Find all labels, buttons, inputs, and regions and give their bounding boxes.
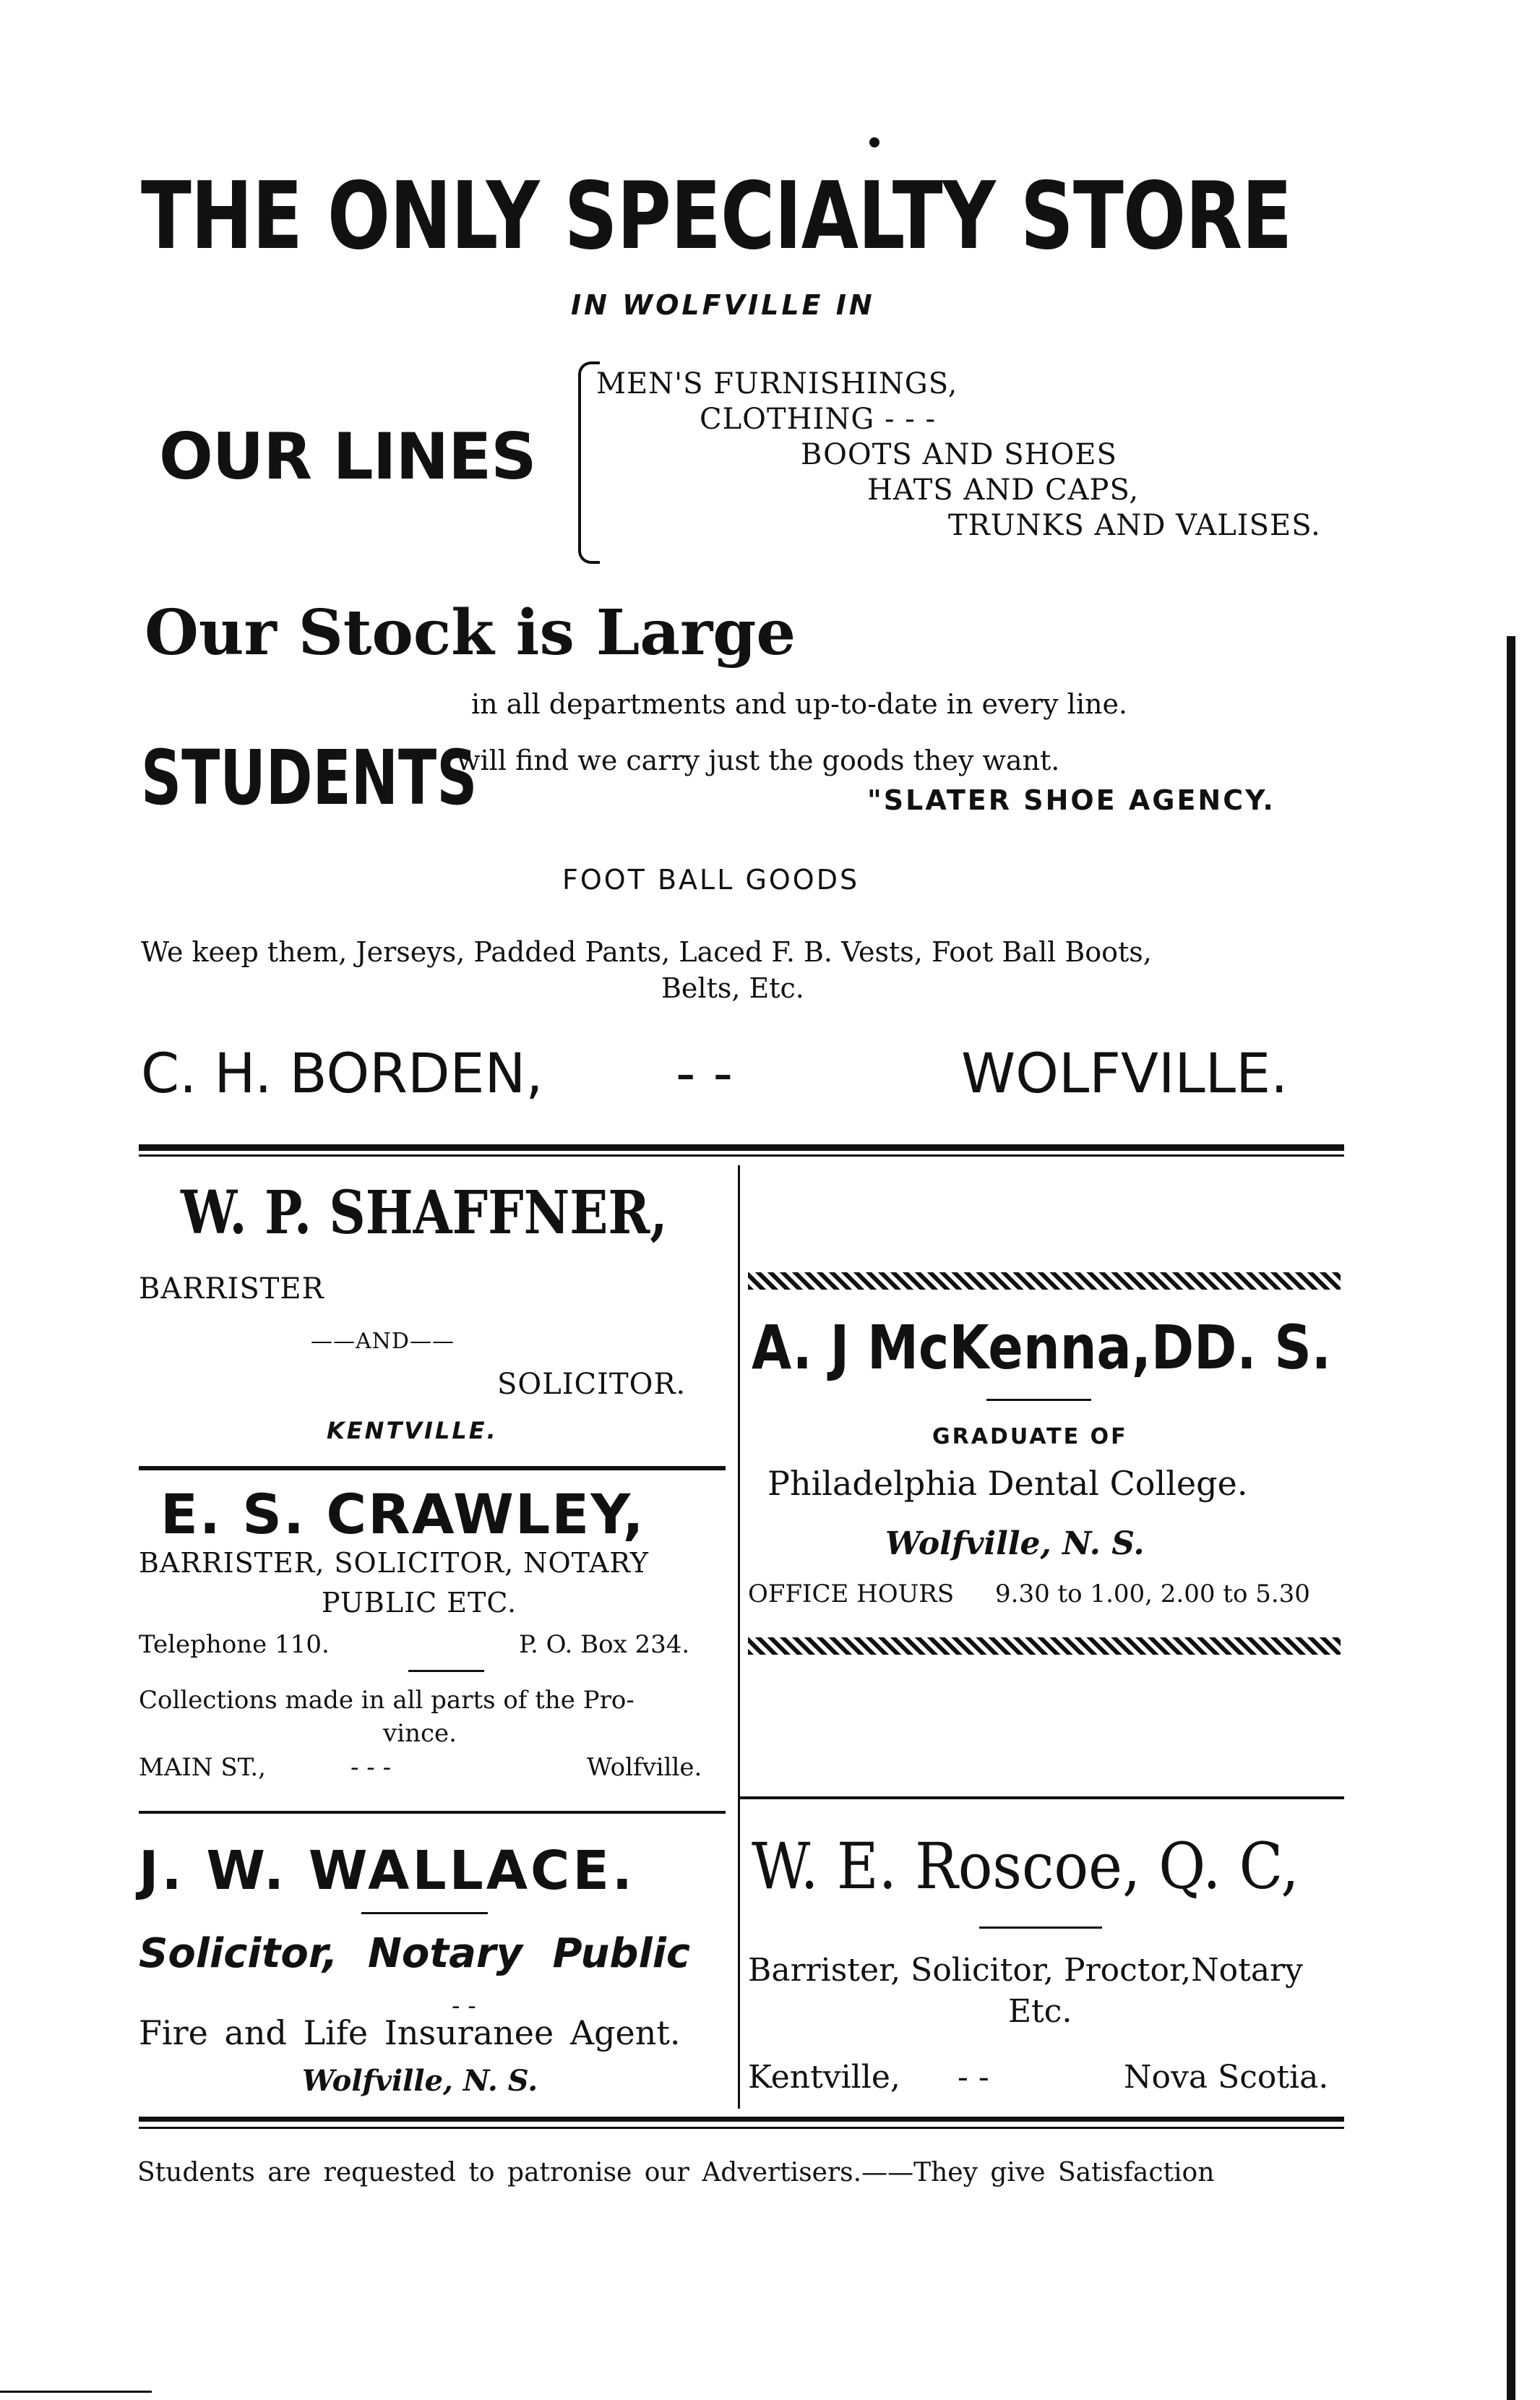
crawley-title-2: PUBLIC ETC. bbox=[322, 1587, 517, 1619]
students-text: will find we carry just the goods they want. bbox=[457, 745, 1060, 776]
wallace-agent: Fire and Life Insuranee Agent. bbox=[139, 2013, 681, 2052]
line-item-furnishings: MEN'S FURNISHINGS, bbox=[596, 367, 958, 400]
shaffner-place: KENTVILLE. bbox=[327, 1417, 498, 1444]
line-item-clothing: CLOTHING - - - bbox=[700, 403, 936, 436]
roscoe-town: Kentville, bbox=[748, 2059, 900, 2096]
roscoe-province: Nova Scotia. bbox=[1124, 2059, 1329, 2096]
line-item-boots: BOOTS AND SHOES bbox=[801, 438, 1117, 471]
mckenna-hours: 9.30 to 1.00, 2.00 to 5.30 bbox=[995, 1580, 1310, 1608]
mckenna-name: A. J McKenna,DD. S. bbox=[752, 1312, 1331, 1383]
divider-thin-rule bbox=[139, 1154, 1344, 1157]
students-heading: STUDENTS bbox=[141, 734, 478, 822]
column-divider bbox=[738, 1165, 740, 2109]
slater-shoe-agency: "SLATER SHOE AGENCY. bbox=[867, 784, 1276, 816]
bottom-thin-rule bbox=[139, 2127, 1344, 2129]
wallace-short-rule bbox=[361, 1912, 488, 1914]
crawley-collections-2: vince. bbox=[383, 1719, 457, 1748]
crawley-name: E. S. CRAWLEY, bbox=[160, 1482, 645, 1546]
roscoe-dashes: - - bbox=[958, 2059, 989, 2096]
our-lines-heading: OUR LINES bbox=[159, 419, 536, 494]
print-speck bbox=[869, 137, 879, 147]
zigzag-border-top bbox=[748, 1272, 1341, 1290]
crawley-collections-1: Collections made in all parts of the Pro- bbox=[139, 1686, 635, 1715]
wallace-dash: - - bbox=[452, 1992, 476, 2020]
mckenna-college: Philadelphia Dental College. bbox=[767, 1464, 1248, 1503]
stock-heading: Our Stock is Large bbox=[145, 596, 796, 669]
crawley-street: MAIN ST., bbox=[139, 1753, 266, 1782]
roscoe-title-1: Barrister, Solicitor, Proctor,Notary bbox=[748, 1952, 1303, 1989]
mckenna-short-rule bbox=[986, 1399, 1091, 1401]
line-item-hats: HATS AND CAPS, bbox=[867, 473, 1140, 507]
rule-left-1 bbox=[139, 1466, 726, 1470]
roscoe-name: W. E. Roscoe, Q. C, bbox=[752, 1829, 1299, 1903]
wallace-name: J. W. WALLACE. bbox=[139, 1840, 635, 1902]
bottom-double-rule bbox=[139, 2117, 1344, 2122]
crawley-short-rule bbox=[408, 1670, 484, 1672]
scan-bottom-mark bbox=[0, 2391, 152, 2393]
shaffner-solicitor: SOLICITOR. bbox=[497, 1368, 687, 1401]
crawley-box: P. O. Box 234. bbox=[519, 1630, 690, 1659]
mckenna-graduate: GRADUATE OF bbox=[932, 1424, 1128, 1449]
football-heading: FOOT BALL GOODS bbox=[562, 864, 860, 896]
wallace-town: Wolfville, N. S. bbox=[302, 2064, 538, 2098]
store-tagline: IN WOLFVILLE IN bbox=[571, 289, 875, 321]
proprietor-dashes: - - bbox=[676, 1041, 734, 1105]
football-text-1: We keep them, Jerseys, Padded Pants, Laced F. B. Vests, Foot Ball Boots, bbox=[141, 936, 1152, 968]
crawley-title-1: BARRISTER, SOLICITOR, NOTARY bbox=[139, 1547, 649, 1579]
football-text-2: Belts, Etc. bbox=[661, 972, 804, 1004]
roscoe-title-2: Etc. bbox=[1008, 1993, 1072, 2030]
mckenna-hours-label: OFFICE HOURS bbox=[748, 1580, 955, 1608]
line-item-trunks: TRUNKS AND VALISES. bbox=[948, 509, 1321, 542]
rule-left-2 bbox=[139, 1811, 726, 1814]
crawley-street-dashes: - - - bbox=[350, 1753, 392, 1782]
proprietor-town: WOLFVILLE. bbox=[961, 1041, 1289, 1105]
proprietor-name: C. H. BORDEN, bbox=[141, 1041, 543, 1105]
wallace-title: Solicitor, Notary Public bbox=[139, 1930, 691, 1977]
shaffner-name: W. P. SHAFFNER, bbox=[181, 1178, 668, 1248]
mckenna-town: Wolfville, N. S. bbox=[885, 1525, 1145, 1562]
stock-text: in all departments and up-to-date in every line. bbox=[471, 688, 1128, 720]
divider-double-rule bbox=[139, 1144, 1344, 1151]
crawley-telephone: Telephone 110. bbox=[139, 1630, 330, 1659]
shaffner-barrister: BARRISTER bbox=[139, 1272, 324, 1306]
shaffner-and: ——AND—— bbox=[311, 1329, 455, 1354]
crawley-town: Wolfville. bbox=[587, 1753, 702, 1782]
zigzag-border-bottom bbox=[748, 1637, 1341, 1655]
scan-edge-shadow bbox=[1507, 636, 1515, 2400]
rule-right-1 bbox=[740, 1796, 1344, 1799]
store-headline: THE ONLY SPECIALTY STORE bbox=[141, 163, 1292, 270]
footer-note: Students are requested to patronise our Advertisers.——They give Satisfaction bbox=[137, 2158, 1215, 2187]
roscoe-short-rule bbox=[979, 1927, 1102, 1929]
